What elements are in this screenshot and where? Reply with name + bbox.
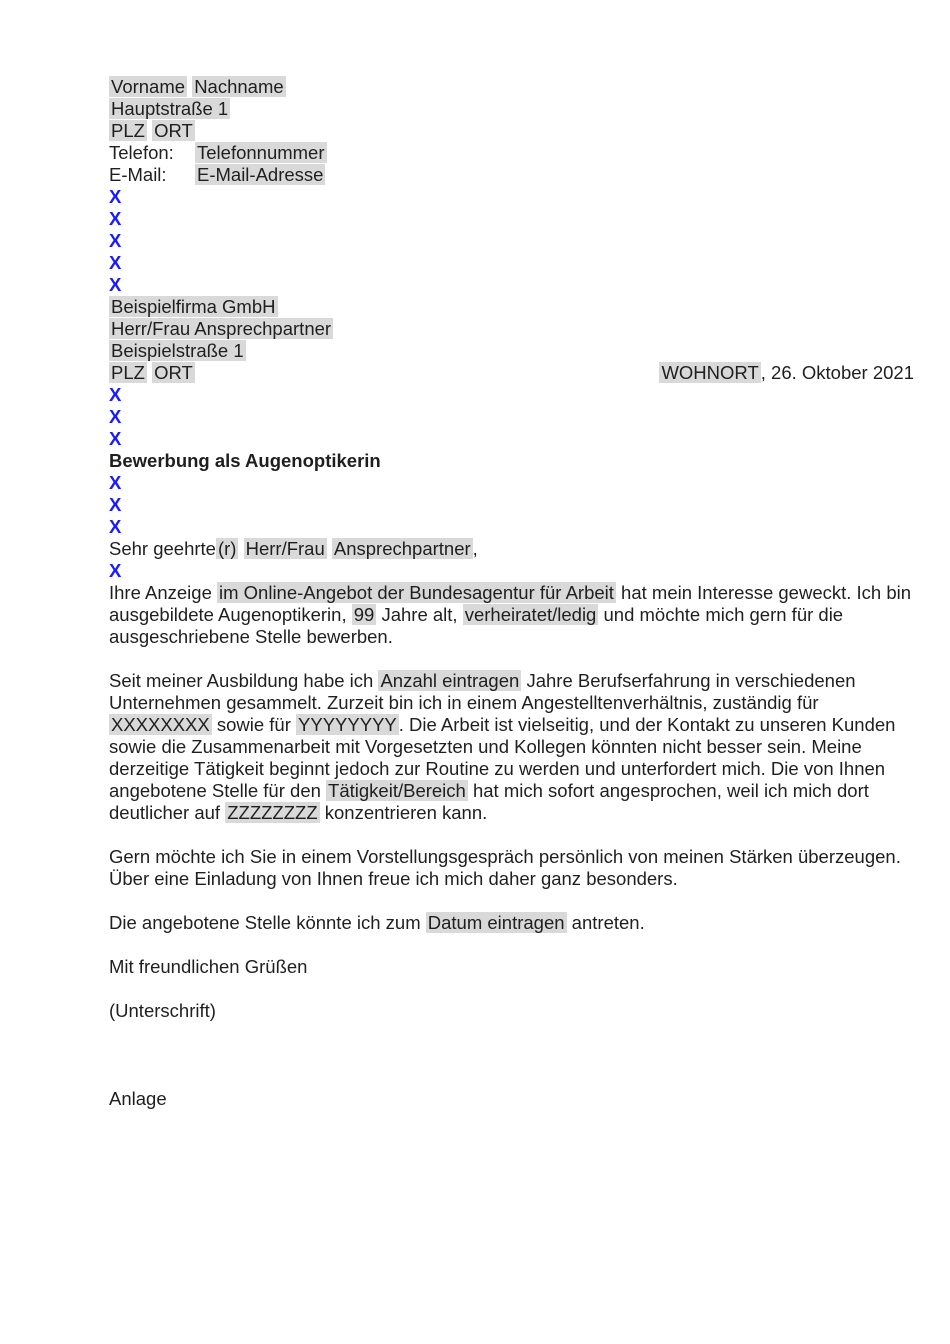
letter-page xyxy=(109,76,914,1110)
paragraph-gap xyxy=(109,978,914,1000)
paragraph-experience xyxy=(109,670,914,824)
last-name-field[interactable]: Nachname xyxy=(194,76,284,97)
duty-y-field[interactable]: YYYYYYYY xyxy=(298,714,397,735)
phone-label: Telefon: xyxy=(109,142,174,163)
text-run: hat mich sofort angesprochen, weil ich mich dort deutlicher auf xyxy=(109,780,869,823)
text-run: und möchte mich gern für die ausgeschriebene Stelle bewerben. xyxy=(109,604,844,647)
sender-name xyxy=(109,76,914,98)
paragraph-interview: Gern möchte ich Sie in einem Vorstellungsgespräch persönlich von meinen Stärken überzeugen. Über eine Einladung von Ihnen freue ich mich daher ganz besonders. xyxy=(109,846,901,889)
blank-marker: X xyxy=(109,406,122,427)
paragraph-gap xyxy=(109,890,914,912)
blank-marker: X xyxy=(109,494,122,515)
phone-field[interactable]: Telefonnummer xyxy=(197,142,325,163)
sender-phone xyxy=(109,142,914,164)
blank-marker: X xyxy=(109,472,122,493)
marital-status-field[interactable]: verheiratet/ledig xyxy=(464,604,597,625)
paragraph-gap xyxy=(109,1066,914,1088)
salutation-title-field[interactable]: Herr/Frau xyxy=(245,538,325,559)
text-run: Jahre Berufserfahrung in verschiedenen Unternehmen gesammelt. Zurzeit bin ich in einem Angestelltenverhältnis, zuständig für xyxy=(109,670,856,713)
paragraph-start-date xyxy=(109,912,914,934)
blank-marker: X xyxy=(109,516,122,537)
blank-marker: X xyxy=(109,384,122,405)
paragraph-intro xyxy=(109,582,914,648)
text-run: konzentrieren kann. xyxy=(319,802,488,823)
date-text: , 26. Oktober 2021 xyxy=(760,362,914,383)
subject-line: Bewerbung als Augenoptikerin xyxy=(109,450,381,471)
blank-marker: X xyxy=(109,252,122,273)
duty-x-field[interactable]: XXXXXXXX xyxy=(111,714,210,735)
years-field[interactable]: Anzahl eintragen xyxy=(380,670,520,691)
text-run: sowie für xyxy=(211,714,297,735)
salutation xyxy=(109,538,914,560)
recipient-contact xyxy=(109,318,914,340)
street-field[interactable]: Hauptstraße 1 xyxy=(111,98,229,119)
blank-marker: X xyxy=(109,230,122,251)
recipient-plz-field[interactable]: PLZ xyxy=(111,362,145,383)
email-label: E-Mail: xyxy=(109,164,167,185)
salutation-pre: Sehr geehrte xyxy=(109,538,216,559)
text-run: antreten. xyxy=(566,912,645,933)
recipient-street-field[interactable]: Beispielstraße 1 xyxy=(111,340,244,361)
contact-name: Ansprechpartner xyxy=(194,318,332,339)
plz-field[interactable]: PLZ xyxy=(111,120,145,141)
signature: (Unterschrift) xyxy=(109,1000,216,1021)
age-field[interactable]: 99 xyxy=(353,604,375,625)
sender-email xyxy=(109,164,914,186)
contact-prefix: Herr/Frau xyxy=(111,318,191,339)
text-run: hat mein Interesse geweckt. Ich bin ausgebildete Augenoptikerin, xyxy=(109,582,912,625)
salutation-comma: , xyxy=(472,538,478,559)
salutation-gender-field[interactable]: (r) xyxy=(217,538,237,559)
ort-field[interactable]: ORT xyxy=(154,120,193,141)
blank-marker: X xyxy=(109,428,122,449)
place-field[interactable]: WOHNORT xyxy=(661,362,759,383)
contact-field[interactable] xyxy=(109,318,333,339)
closing: Mit freundlichen Grüßen xyxy=(109,956,308,977)
source-field[interactable]: im Online-Angebot der Bundesagentur für Arbeit xyxy=(219,582,614,603)
salutation-name-field[interactable]: Ansprechpartner xyxy=(333,538,471,559)
blank-marker: X xyxy=(109,208,122,229)
area-field[interactable]: Tätigkeit/Bereich xyxy=(328,780,466,801)
paragraph-gap xyxy=(109,1044,914,1066)
company-field[interactable]: Beispielfirma GmbH xyxy=(111,296,276,317)
paragraph-gap xyxy=(109,648,914,670)
recipient-street xyxy=(109,340,914,362)
text-run: Seit meiner Ausbildung habe ich xyxy=(109,670,379,691)
recipient-city xyxy=(109,362,914,384)
date-line xyxy=(659,362,914,384)
blank-marker: X xyxy=(109,274,122,295)
paragraph-gap xyxy=(109,824,914,846)
sender-street xyxy=(109,98,914,120)
text-run: . Die Arbeit ist vielseitig, und der Kontakt zu unseren Kunden sowie die Zusammenarbeit mit Vorgesetzten und Kollegen könnten nicht besser sein. Meine derzeitige Tätigkeit beginnt jedoch zur Routine zu werden und unterfordert mich. Die von Ihnen angebotene Stelle für den xyxy=(109,714,896,801)
text-run: Ihre Anzeige xyxy=(109,582,217,603)
first-name-field[interactable]: Vorname xyxy=(111,76,186,97)
enclosure: Anlage xyxy=(109,1088,167,1109)
recipient-company xyxy=(109,296,914,318)
start-date-field[interactable]: Datum eintragen xyxy=(427,912,565,933)
paragraph-gap xyxy=(109,1022,914,1044)
sender-city xyxy=(109,120,914,142)
text-run: Jahre alt, xyxy=(376,604,463,625)
text-run: Die angebotene Stelle könnte ich zum xyxy=(109,912,426,933)
recipient-ort-field[interactable]: ORT xyxy=(154,362,193,383)
focus-z-field[interactable]: ZZZZZZZZ xyxy=(227,802,318,823)
blank-marker: X xyxy=(109,186,122,207)
blank-marker: X xyxy=(109,560,122,581)
paragraph-gap xyxy=(109,934,914,956)
email-field[interactable]: E-Mail-Adresse xyxy=(197,164,324,185)
